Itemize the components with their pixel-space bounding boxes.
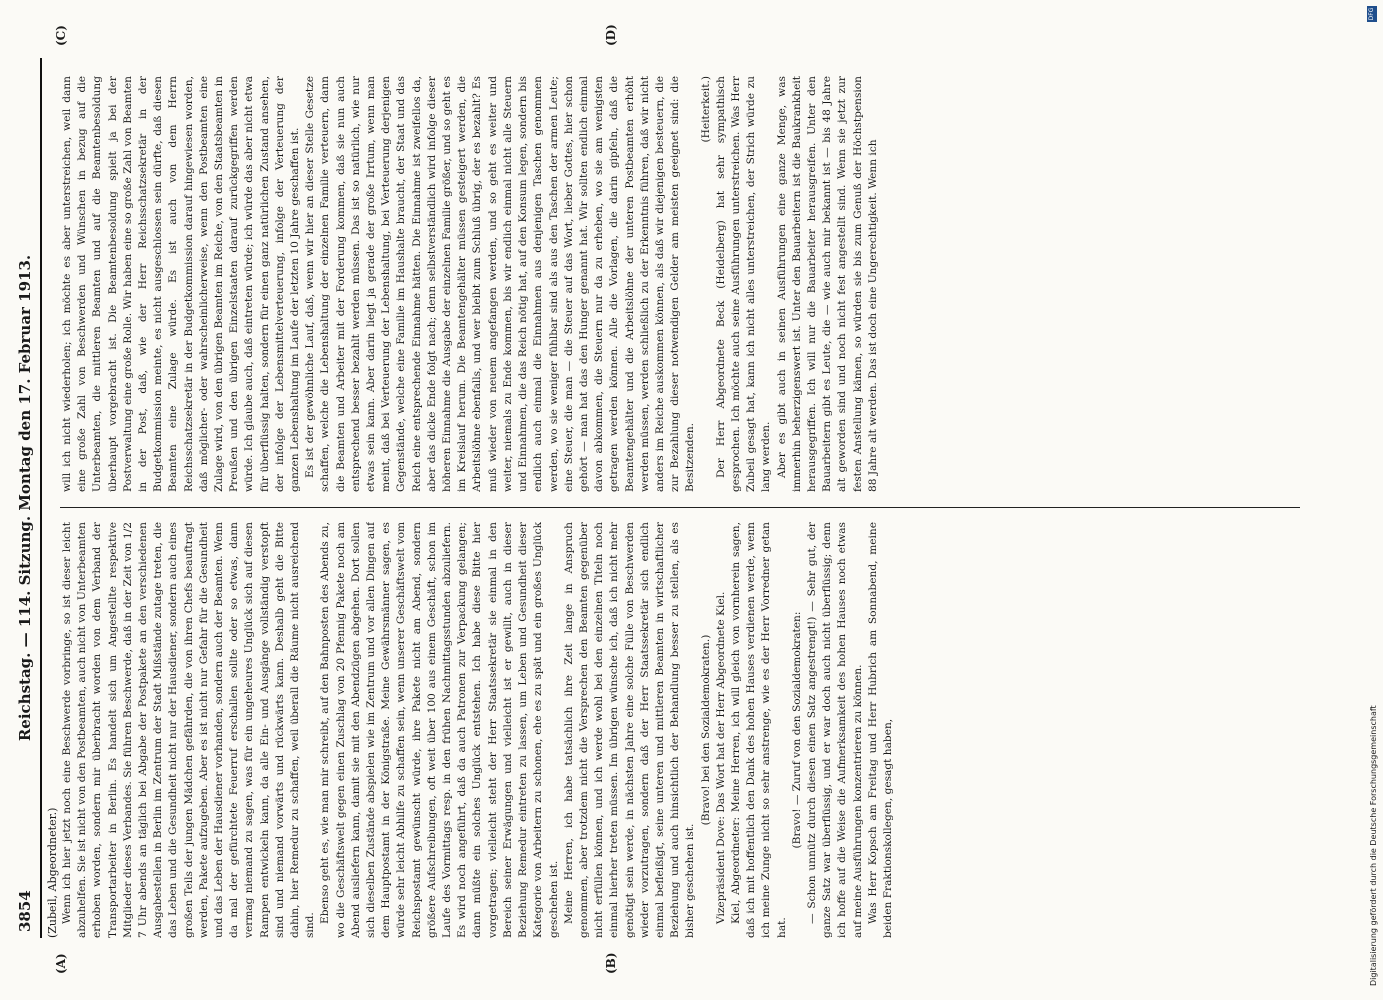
page-footer [1363,0,1383,1000]
paragraph: Der Herr Abgeordnete Beck (Heidelberg) hat sehr sympathisch gesprochen. Ich möchte auch seine Ausführungen unterstreichen. Was Herr Zubeil gesagt hat, kann ich nicht alles unterstreichen, der Strich würde zu lang werden. [714,76,773,492]
paragraph: Ebenso geht es, wie man mir schreibt, auf den Bahnposten des Abends zu, wo die Geschäftswelt gegen einen Zuschlag von 20 Pfennig Pakete noch am Abend ausliefern kann, damit sie mit den Abendzügen abgehen. Dort sollen sich dieselben Zustände abspielen wie im Zentrum und vor allen Dingen auf dem Hauptpostamt in der Königstraße. Meine Gewährsmänner sagen, es würde sehr leicht Abhilfe zu schaffen sein, wenn unserer Geschäftswelt vom Reichspostamt gewünscht würde, ihre Pakete nicht am Abend, sondern größere Aufschreibungen, oft weit über 100 aus einem Geschäft, schon im Laufe des Vormittags resp. in den frühen Nachmittagsstunden abzuliefern. Es wird noch angeführt, daß da auch Patronen zur Verpackung gelangen; dann müßte ein solches Unglück entstehen. Ich habe diese Bitte hier vorgetragen; vielleicht steht der Herr Staatssekretär sie einmal in den Bereich seiner Erwägungen und vielleicht ist er gewillt, auch in dieser Beziehung Remedur eintreten zu lassen, um Leben und Gesundheit dieser Kategorie von Arbeitern zu schonen, ehe es zu spät und ein großes Unglück geschehen ist. [319,522,560,938]
president-remark: Vizepräsident Dove: Das Wort hat der Herr Abgeordnete Kiel. [714,591,727,924]
applause-note: (Bravo! — Zuruf von den Sozialdemokraten: [790,611,803,849]
paragraph: Es ist der gewöhnliche Lauf, daß, wenn wir hier an dieser Stelle Gesetze schaffen, welche die Lebenshaltung der einzelnen Familie verteuern, dann die Beamten und Arbeiter mit der Forderung kommen, daß sie nun auch entsprechend besser bezahlt werden müssen. Das ist so natürlich, wie nur etwas sein kann. Aber darin liegt ja gerade der große Irrtum, wenn man meint, daß bei Verteuerung der Lebenshaltung, bei Verteuerung derjenigen Gegenstände, welche eine Familie im Haushalte braucht, der Staat und das Reich eine entsprechende Einnahme hätten. Die Einnahme ist zweifellos da, aber das dicke Ende folgt nach; denn selbstverständlich wird infolge dieser höheren Einnahme die Ausgabe der einzelnen Familie größer, und so geht es im Kreislauf herum. Die Beamtengehälter müssen gesteigert werden, die Arbeitslöhne ebenfalls, und wer bleibt zum Schluß übrig, der es bezahlt? Es muß wieder von neuem angefangen werden, und so geht es weiter und weiter, niemals zu Ende kommen, bis wir endlich einmal nicht alle Steuern und Einnahmen, die das Reich nötig hat, auf den Konsum legen, sondern bis endlich auch einmal die Einnahmen aus denjenigen Taschen genommen werden, wo sie weniger fühlbar sind als aus den Taschen der armen Leute; eine Steuer, die man — die Steuer auf das Wort, lieber Gottes, hier schon gehört — man hat das den Hunger genannt hat. Wir sollten endlich einmal davon abkommen, die Steuern nur da zu erheben, wo sie am wenigsten getragen werden können. Alle die Vorlagen, die darin gipfeln, daß die Beamtengehälter und die Arbeitslöhne der unteren Postbeamten erhöht werden müssen, werden schließlich zu der Erkenntnis führen, daß wir nicht anders im Reiche auskommen können, als daß wir diejenigen besteuern, die zur Bezahlung dieser notwendigen Gelder am meisten geeignet sind: die Besitzenden. [304,76,697,492]
laughter-note: (Heiterkeit.) [699,76,712,143]
margin-marker-b: (B) [604,952,618,974]
margin-marker-d: (D) [604,24,618,46]
right-column [60,76,1300,492]
paragraph: Aber es gibt auch in seinen Ausführungen eine ganze Menge, was immerhin beherzigenswert ist. Unter den Bauarbeitern ist die Baukrankheit herausgegriffen. Ich will nur die Bauarbeiter herausgreifen. Unter den Bauarbeitern gibt es Leute, die — wie auch mir bekannt ist — bis 48 Jahre alt geworden sind und noch nicht fest angestellt sind. Wenn sie jetzt zur festen Anstellung kämen, so würden sie bis zum Genuß der Höchstpension 88 Jahre alt werden. Das ist doch eine Ungerechtigkeit. Wenn ich [775,76,879,492]
page-number: 3854 [16,890,34,932]
page-content [14,24,1314,974]
paragraph: will ich nicht wiederholen; ich möchte es aber unterstreichen, weil dann eine große Zahl von Beschwerden und Wünschen in bezug auf die Unterbeamten, die mittleren Beamten und auf die Beamtenbesoldung überhaupt vorgebracht ist. Die Beamtenbesoldung spielt ja bei der Postverwaltung eine große Rolle. Wir haben eine so große Zahl von Beamten in der Post, daß, wie der Herr Reichsschatzsekretär in der Budgetkommission meinte, es nicht ausgeschlossen sein dürfte, daß diesen Beamten eine Zulage würde. Es ist auch von dem Herrn Reichsschatzsekretär in der Budgetkommission darauf hingewiesen worden, daß möglicher- oder wahrscheinlicherweise, wenn den Postbeamten eine Zulage wird, von den übrigen Beamten im Reiche, von den Staatsbeamten in Preußen und den übrigen Einzelstaaten darauf zurückgegriffen werden würde. Ich glaube auch, daß eintreten würde; ich würde das aber nicht etwa für überflüssig halten, sondern für einen ganz natürlichen Zustand ansehen, der infolge der Lebensmittelverteuerung, infolge der Verteuerung der ganzen Lebenshaltung im Laufe der letzten 10 Jahre geschaffen ist. [61,76,302,492]
interjection: — Schon unnütz durch diesen einen Satz angestrengt!) — Sehr gut, der ganze Satz war überflüssig, und er war doch auch nicht überflüssig; denn ich hoffe auf die Weise die Aufmerksamkeit des hohen Hauses noch etwas auf meine Ausführungen konzentrieren zu können. [805,522,864,938]
applause-note: (Bravo! bei den Sozialdemokraten.) [699,634,712,826]
column-divider [60,507,1300,508]
dfg-logo: DFG [1368,7,1375,21]
speaker-subhead: (Zubeil, Abgeordneter.) [46,807,59,938]
paragraph: Was Herr Kopsch am Freitag und Herr Hubrich am Sonnabend, meine beiden Fraktionskollegen, gesagt haben, [866,522,894,938]
page-header [14,58,42,938]
left-column [60,522,1300,938]
paragraph: Wenn ich hier jetzt noch eine Beschwerde vorbringe, so ist dieser leicht abzuhelfen. Sie ist nicht von den Postbeamten, auch nicht von Unterbeamten erhoben worden, sondern mir überbracht worden von dem Verband der Transportarbeiter in Berlin. Es handelt sich um Angestellte respektive Mitglieder dieses Verbandes. Sie führen Beschwerde, daß in der Zeit von 1/2 7 Uhr abends an täglich bei Abgabe der Postpakete an den verschiedenen Ausgabestellen in Berlin im Zentrum der Stadt Mißstände zutage treten, die das Leben und die Gesundheit nicht nur der Hausdiener, sondern auch eines großen Teils der jungen Mädchen gefährden, die von ihren Chefs beauftragt werden, Pakete aufzugeben. Aber es ist nicht nur Gefahr für die Gesundheit und das Leben der Hausdiener vorhanden, sondern auch der Beamten. Wenn da mal der gefürchtete Feuerruf erschallen sollte oder so etwas, dann vermag niemand zu sagen, was für ein ungeheures Unglück sich auf diesen Rampen entwickeln kann, da alle Ein- und Ausgänge vollständig verstopft sind und niemand vorwärts und rückwärts kann. Deshalb geht die Bitte dahin, hier Remedur zu schaffen, weil überall die Räume nicht ausreichend sind. [61,522,317,938]
speaker-intro: Kiel, Abgeordneter: Meine Herren, ich will gleich von vornherein sagen, daß ich mit hoffentlich den Dank des hohen Hauses verdienen werde, wenn ich meine Zunge nicht so sehr anstrenge, wie es der Herr Vorredner getan hat. [729,522,788,938]
digitization-credit: Digitalisierung gefördert durch die Deutsche Forschungsgemeinschaft [1369,705,1378,986]
page-title: Reichstag. — 114. Sitzung. Montag den 17. Februar 1913. [16,254,34,742]
paragraph: Meine Herren, ich habe tatsächlich ihre Zeit lange in Anspruch genommen, aber trotzdem nicht die Versprechen den Beamten gegenüber nicht erfüllen können, und ich werde wohl bei den einzelnen Titeln noch einmal hierher treten müssen. Im übrigen wünsche ich, daß ich nicht mehr genötigt sein werde, in nächsten Jahre eine solche Fülle von Beschwerden wieder vorzutragen, sondern daß der Herr Staatssekretär sich endlich einmal befleißigt, seine unteren und mittleren Beamten in wirtschaftlicher Beziehung und auch hinsichtlich der Behandlung besser zu stellen, als es bisher geschehen ist. [562,522,697,938]
margin-marker-a: (A) [54,953,68,974]
margin-marker-c: (C) [54,25,68,46]
